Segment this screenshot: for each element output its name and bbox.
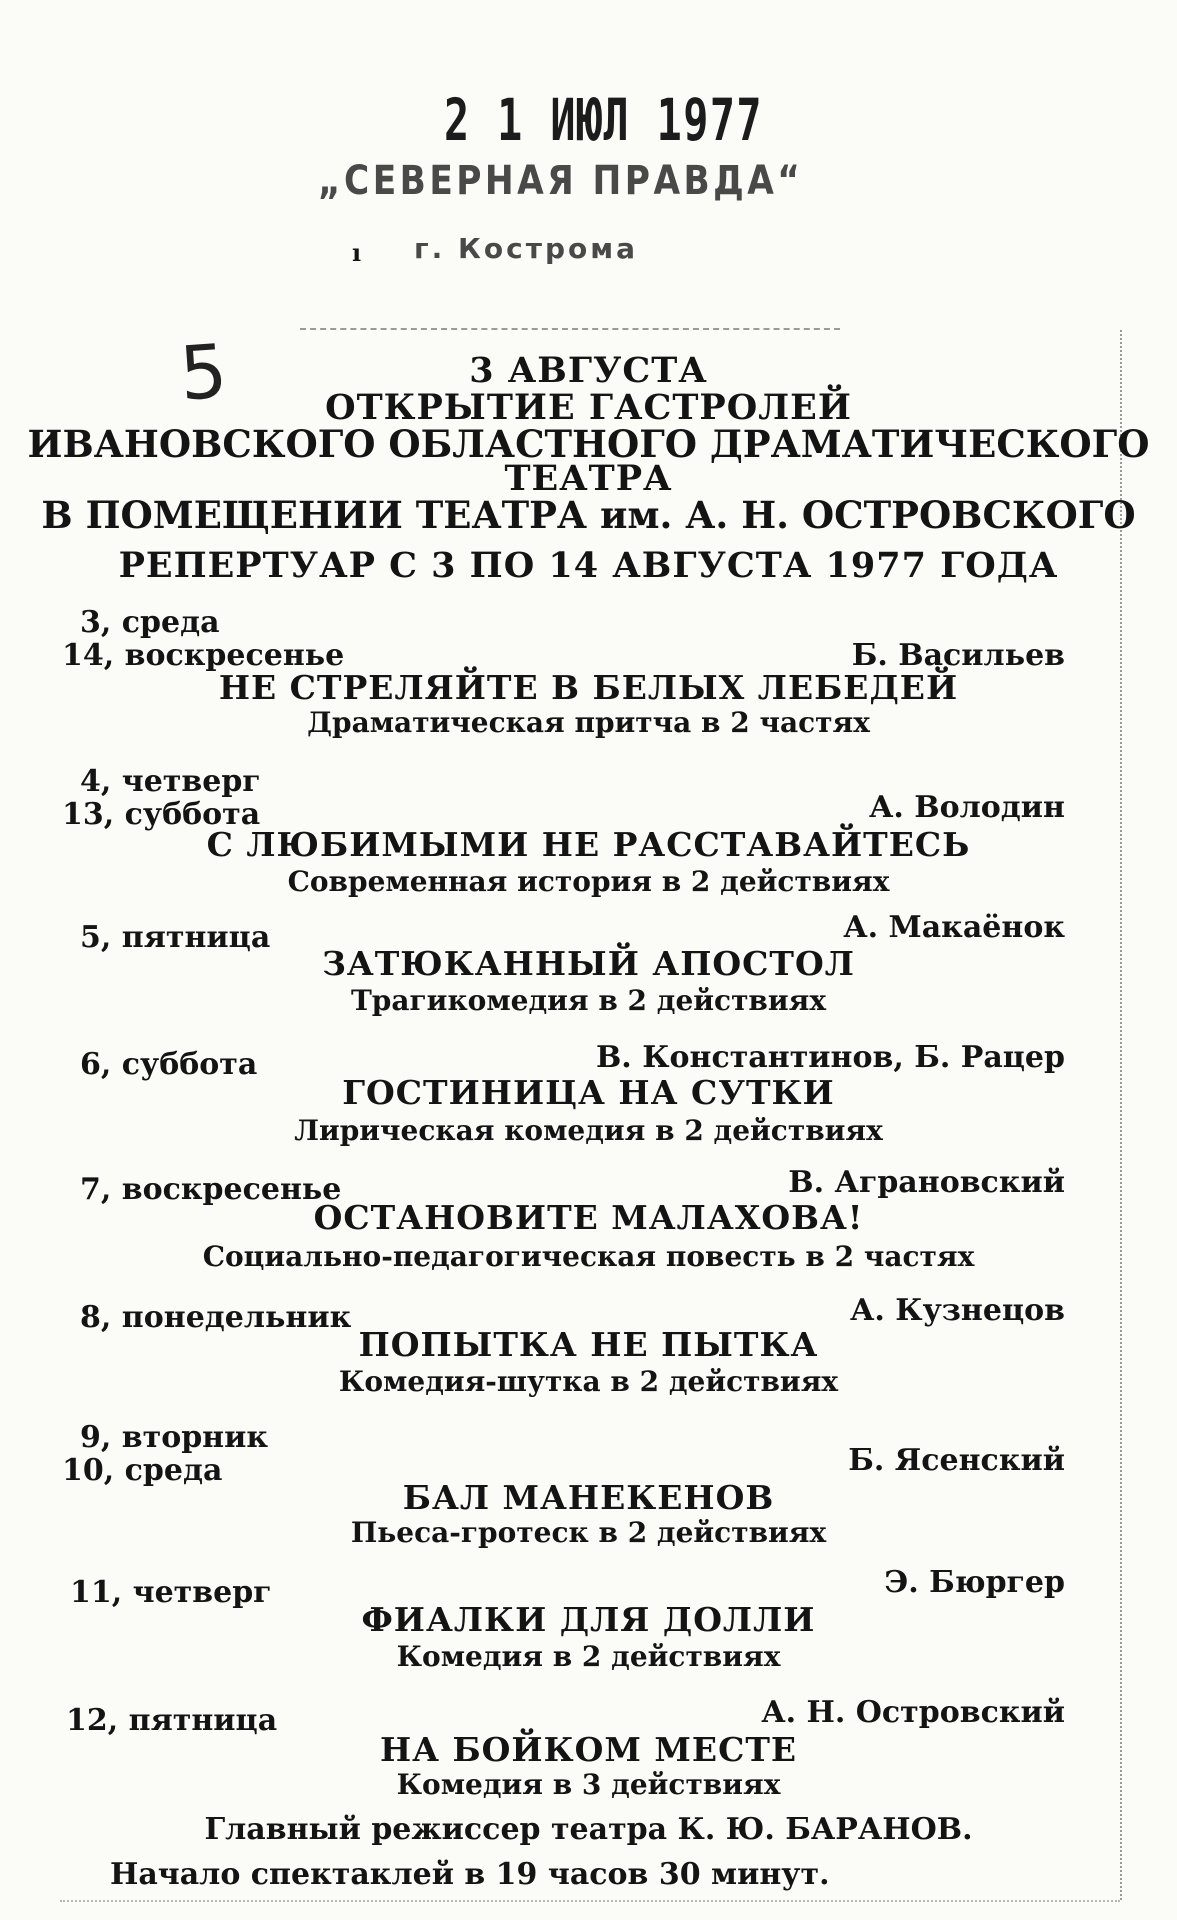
- chief-director-line: Главный режиссер театра К. Ю. БАРАНОВ.: [204, 1812, 973, 1847]
- stamp-newspaper-name: „СЕВЕРНАЯ ПРАВДА“: [318, 158, 804, 204]
- stamp-city: г. Кострома: [414, 232, 639, 265]
- play-genre: Комедия в 2 действиях: [396, 1640, 781, 1673]
- stamp-date: 2 1 ИЮЛ 1977: [444, 86, 763, 154]
- play-title: ОСТАНОВИТЕ МАЛАХОВА!: [313, 1198, 864, 1237]
- play-title: С ЛЮБИМЫМИ НЕ РАССТАВАЙТЕСЬ: [206, 825, 971, 864]
- play-author: А. Володин: [868, 790, 1065, 825]
- play-genre: Современная история в 2 действиях: [287, 865, 890, 898]
- play-genre: Комедия-шутка в 2 действиях: [338, 1365, 839, 1398]
- repertoire-heading: РЕПЕРТУАР С 3 ПО 14 АВГУСТА 1977 ГОДА: [118, 545, 1059, 586]
- play-genre: Лирическая комедия в 2 действиях: [294, 1114, 883, 1147]
- play-author: А. Н. Островский: [761, 1695, 1065, 1730]
- play-day: 11, четверг: [70, 1575, 272, 1610]
- play-author: Б. Ясенский: [848, 1443, 1065, 1478]
- play-author: А. Кузнецов: [849, 1293, 1065, 1328]
- play-day: 6, суббота: [80, 1047, 258, 1082]
- play-title: НА БОЙКОМ МЕСТЕ: [379, 1730, 798, 1769]
- header-opening: ОТКРЫТИЕ ГАСТРОЛЕЙ: [325, 387, 852, 428]
- play-day: 7, воскресенье: [80, 1172, 342, 1207]
- play-title: ГОСТИНИЦА НА СУТКИ: [342, 1073, 835, 1112]
- play-title: ПОПЫТКА НЕ ПЫТКА: [358, 1325, 819, 1364]
- play-author: Э. Бюргер: [884, 1565, 1065, 1600]
- play-day: 10, среда: [62, 1453, 223, 1488]
- play-day: 8, понедельник: [80, 1300, 352, 1335]
- header-date: 3 АВГУСТА: [469, 350, 708, 391]
- play-genre: Комедия в 3 действиях: [396, 1768, 781, 1801]
- play-title: ЗАТЮКАННЫЙ АПОСТОЛ: [322, 944, 855, 983]
- play-day: 14, воскресенье: [62, 638, 345, 673]
- header-venue: В ПОМЕЩЕНИИ ТЕАТРА им. А. Н. ОСТРОВСКОГО: [41, 493, 1136, 537]
- play-genre: Драматическая притча в 2 частях: [307, 706, 870, 739]
- play-author: А. Макаёнок: [843, 910, 1065, 945]
- header-theatre-word: ТЕАТРА: [504, 458, 673, 499]
- play-day: 4, четверг: [80, 764, 261, 799]
- play-title: БАЛ МАНЕКЕНОВ: [402, 1478, 775, 1517]
- header-theatre-name: ИВАНОВСКОГО ОБЛАСТНОГО ДРАМАТИЧЕСКОГО: [27, 422, 1150, 466]
- play-day: 12, пятница: [66, 1703, 278, 1738]
- play-day: 13, суббота: [62, 797, 261, 832]
- play-day: 5, пятница: [80, 920, 271, 955]
- play-title: НЕ СТРЕЛЯЙТЕ В БЕЛЫХ ЛЕБЕДЕЙ: [218, 668, 959, 707]
- clipping-bottom-edge: [60, 1900, 1120, 1902]
- handwritten-number: 5: [177, 328, 231, 418]
- play-author: Б. Васильев: [851, 638, 1065, 673]
- start-time-line: Начало спектаклей в 19 часов 30 минут.: [110, 1857, 830, 1892]
- play-day: 9, вторник: [80, 1420, 269, 1455]
- stamp-mark: ı: [352, 238, 362, 267]
- play-title: ФИАЛКИ ДЛЯ ДОЛЛИ: [361, 1600, 816, 1639]
- play-author: В. Аграновский: [788, 1165, 1065, 1200]
- play-genre: Трагикомедия в 2 действиях: [350, 984, 827, 1017]
- play-genre: Пьеса-гротеск в 2 действиях: [350, 1516, 827, 1549]
- play-genre: Социально-педагогическая повесть в 2 частях: [202, 1240, 975, 1273]
- clipping-top-edge: [300, 328, 840, 330]
- play-day: 3, среда: [80, 605, 220, 640]
- play-author: В. Константинов, Б. Рацер: [595, 1040, 1065, 1075]
